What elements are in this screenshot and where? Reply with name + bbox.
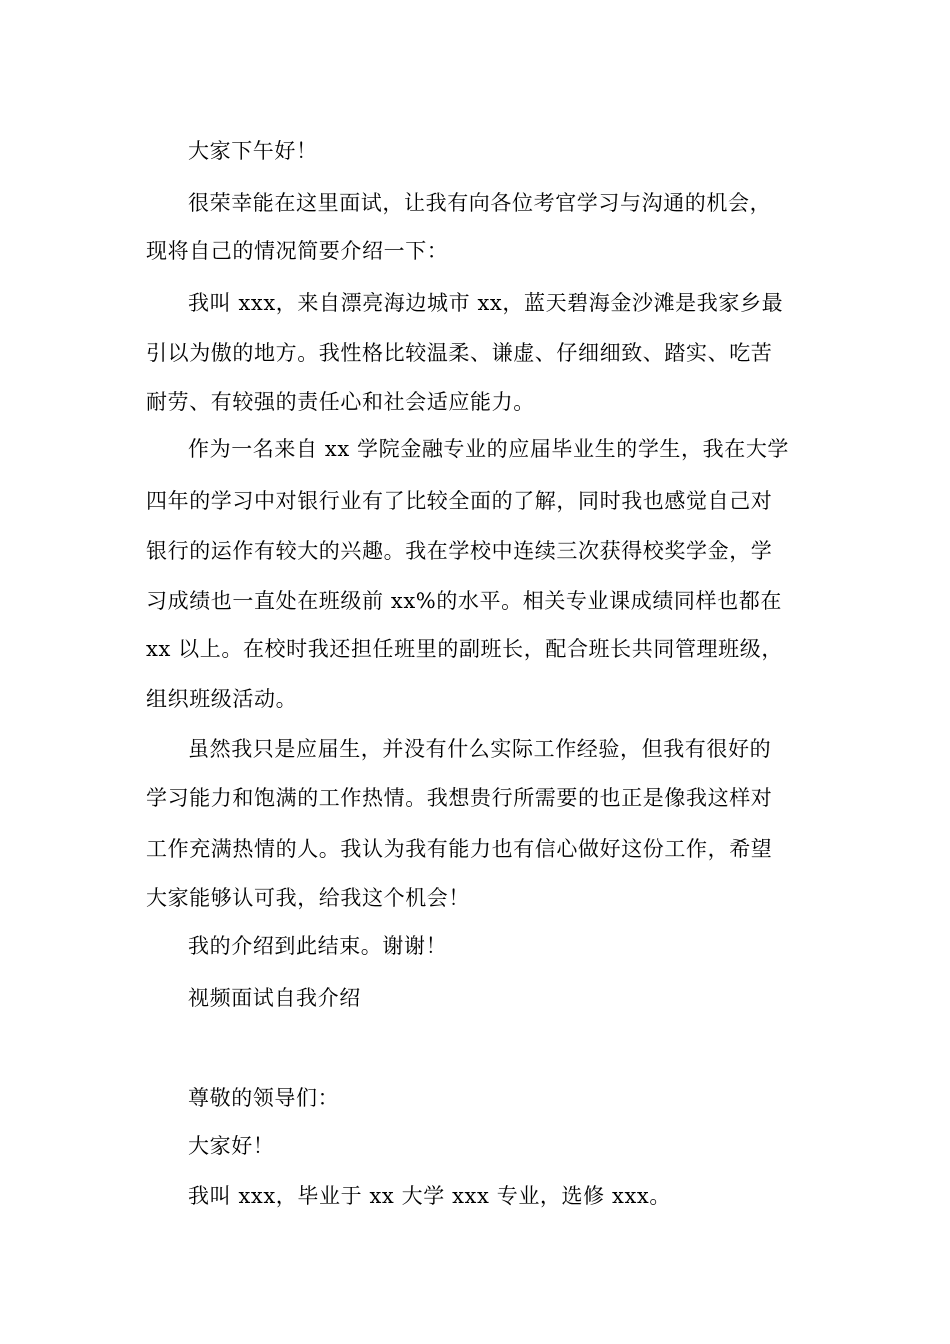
text-line: 尊敬的领导们： (188, 1086, 340, 1110)
text-line: 组织班级活动。 (146, 687, 298, 711)
text-line: xx 以上。在校时我还担任班里的副班长，配合班长共同管理班级， (146, 637, 783, 661)
text-line: 习成绩也一直处在班级前 xx%的水平。相关专业课成绩同样也都在 (146, 589, 782, 613)
text-line: 工作充满热情的人。我认为我有能力也有信心做好这份工作，希望 (146, 837, 773, 861)
text-line: 很荣幸能在这里面试，让我有向各位考官学习与沟通的机会， (188, 191, 772, 215)
text-line: 我叫 xxx，来自漂亮海边城市 xx，蓝天碧海金沙滩是我家乡最 (188, 291, 784, 315)
text-line: 四年的学习中对银行业有了比较全面的了解，同时我也感觉自己对 (146, 489, 773, 513)
text-line: 银行的运作有较大的兴趣。我在学校中连续三次获得校奖学金，学 (146, 539, 773, 563)
text-line: 虽然我只是应届生，并没有什么实际工作经验，但我有很好的 (188, 737, 772, 761)
text-line: 耐劳、有较强的责任心和社会适应能力。 (146, 390, 535, 414)
text-line: 我叫 xxx，毕业于 xx 大学 xxx 专业，选修 xxx。 (188, 1184, 671, 1208)
text-line: 大家下午好！ (188, 139, 318, 163)
text-line: 引以为傲的地方。我性格比较温柔、谦虚、仔细细致、踏实、吃苦 (146, 341, 773, 365)
section-heading: 视频面试自我介绍 (188, 986, 361, 1010)
text-line: 大家能够认可我，给我这个机会！ (146, 886, 470, 910)
text-line: 学习能力和饱满的工作热情。我想贵行所需要的也正是像我这样对 (146, 786, 773, 810)
text-line: 现将自己的情况简要介绍一下： (146, 239, 449, 263)
text-line: 大家好！ (188, 1134, 275, 1158)
text-line: 作为一名来自 xx 学院金融专业的应届毕业生的学生，我在大学 (188, 437, 790, 461)
text-line: 我的介绍到此结束。谢谢！ (188, 934, 448, 958)
